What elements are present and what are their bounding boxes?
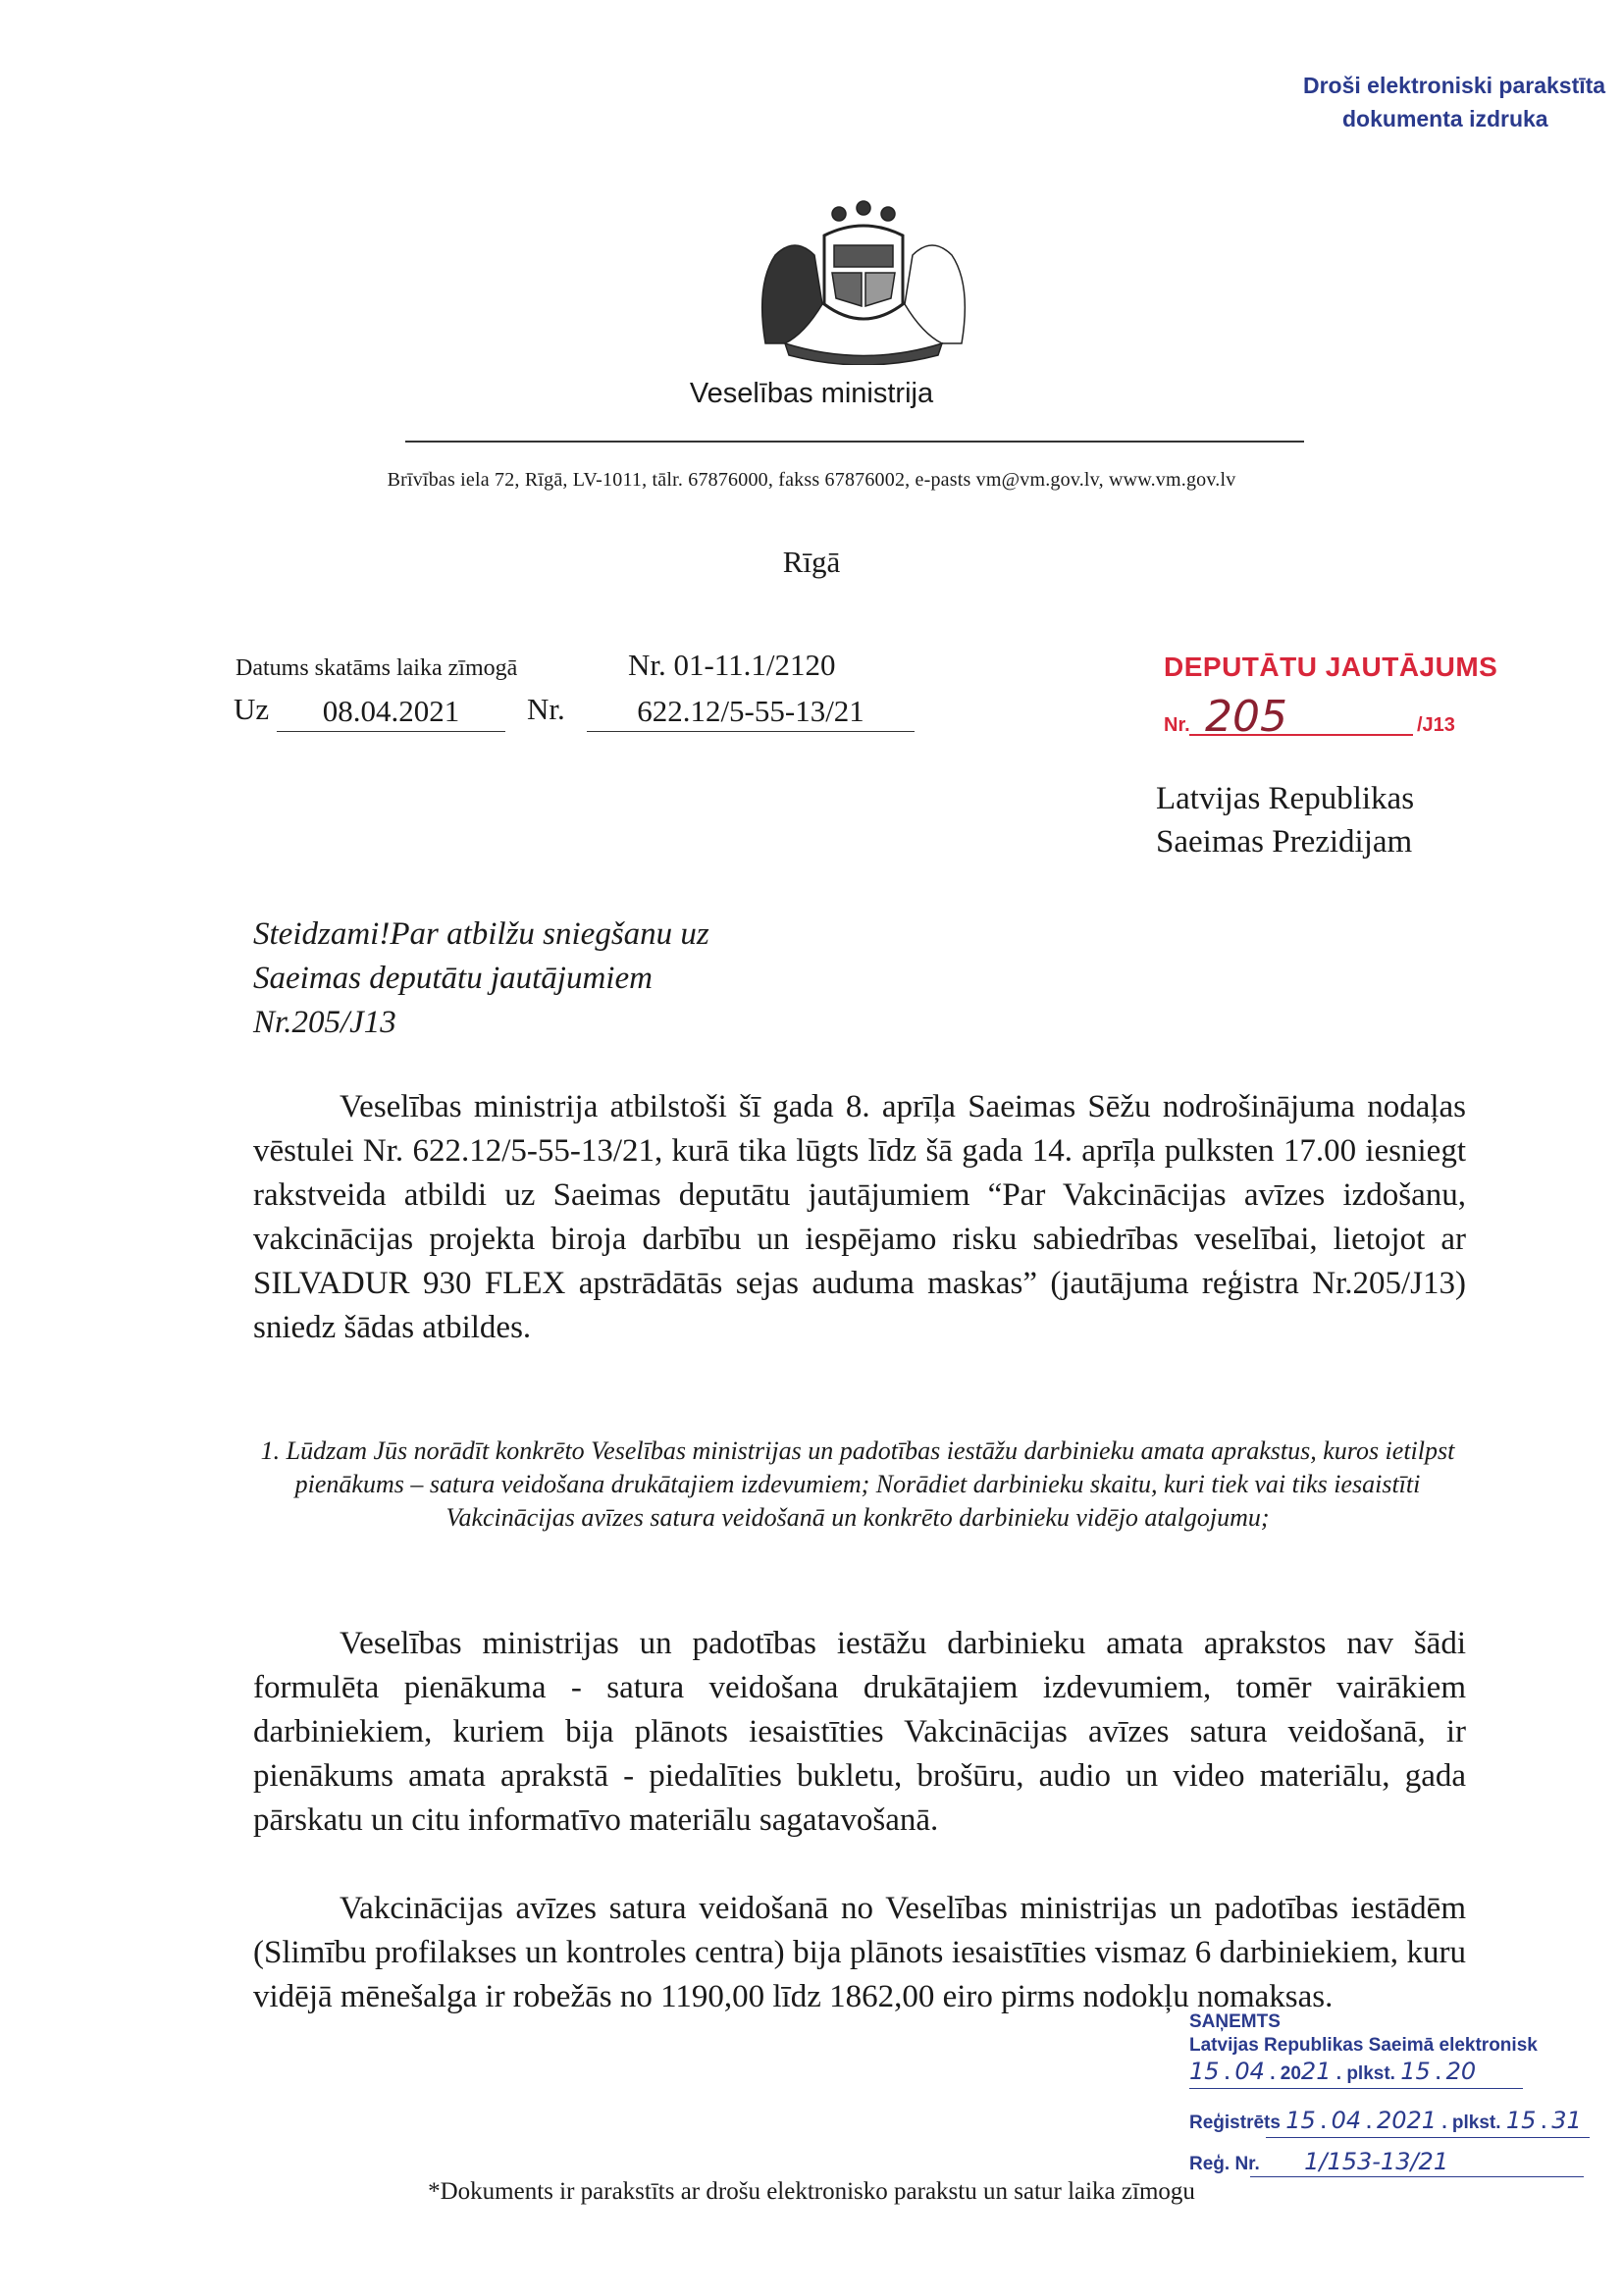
document-number: Nr. 01-11.1/2120 — [628, 648, 836, 682]
body-paragraph-2: Veselības ministrijas un padotības iestāžu darbinieku amata aprakstos nav šādi formulēta pienākuma - satura veidošana drukātajiem izdevumiem, tomēr vairākiem darbiniekiem, kuriem bija plānots iesaistīties Vakcinācijas avīzes satura veidošanā, ir pienākums amata aprakstā - piedalīties bukletu, brošūru, audio un video materiālu, gada pārskatu un citu informatīvo materiālu sagatavošanā. — [253, 1626, 1466, 1838]
city: Rīgā — [782, 545, 841, 579]
registration-number-line — [1250, 2176, 1584, 2177]
coat-of-arms-logo — [746, 196, 981, 365]
received-org: Latvijas Republikas Saeimā elektronisk — [1189, 2035, 1538, 2056]
subject-line-3: Nr.205/J13 — [253, 1005, 396, 1040]
header-divider — [405, 441, 1304, 443]
subject-line-1: Steidzami!Par atbilžu sniegšanu uz — [253, 916, 709, 952]
body-paragraph-3: Vakcinācijas avīzes satura veidošanā no Veselības ministrijas un padotības iestādēm (Slimību profilakses un kontroles centra) bija plānots iesaistīties vismaz 6 darbiniekiem, kuru vidējā mēnešalga ir robežās no 1190,00 līdz 1862,00 eiro pirms nodokļu nomaksas. — [253, 1891, 1466, 2014]
stamp-line-1: Droši elektroniski parakstīta — [1303, 73, 1606, 98]
recipient-line-1: Latvijas Republikas — [1156, 781, 1415, 816]
received-date-line — [1189, 2088, 1523, 2089]
reply-to-date: 08.04.2021 — [277, 692, 505, 732]
ministry-name: Veselības ministrija — [689, 378, 934, 409]
recipient-line-2: Saeimas Prezidijam — [1156, 824, 1413, 860]
reply-to-nr-label: Nr. — [527, 692, 565, 726]
reply-to-label: Uz — [234, 692, 270, 726]
date-note: Datums skatāms laika zīmogā — [236, 655, 518, 681]
subject — [253, 913, 709, 1045]
reply-to-number: 622.12/5-55-13/21 — [587, 692, 915, 732]
question-1: 1. Lūdzam Jūs norādīt konkrēto Veselības ministrijas un padotības iestāžu darbinieku amata aprakstus, kuros ietilpst pienākums – satura veidošana drukātajiem izdevumiem; Norādiet darbinieku skaitu, kuri tiek vai tiks iesaistīti Vakcinācijas avīzes satura veidošanā un konkrēto darbinieku vidējo atalgojumu; — [260, 1436, 1455, 1532]
recipient — [1156, 777, 1414, 863]
ministry-address: Brīvības iela 72, Rīgā, LV-1011, tālr. 67876000, fakss 67876002, e-pasts vm@vm.gov.lv, www.vm.gov.lv — [387, 469, 1236, 491]
received-date-row: 15 . 04 . 2021 . plkst. 15 . 20 — [1189, 2058, 1477, 2085]
deputy-question-stamp-title: DEPUTĀTU JAUTĀJUMS — [1164, 652, 1498, 682]
body-paragraph-1: Veselības ministrija atbilstoši šī gada 8. aprīļa Saeimas Sēžu nodrošinājuma nodaļas vēstulei Nr. 622.12/5-55-13/21, kurā tika lūgts līdz šā gada 14. aprīļa pulksten 17.00 iesniegt rakstveida atbildi uz Saeimas deputātu jautājumiem “Par Vakcinācijas avīzes izdošanu, vakcinācijas projekta biroja darbību un iespējamo risku sabiedrības veselībai, lietojot ar SILVADUR 930 FLEX apstrādātās sejas auduma maskas” (jautājuma reģistra Nr.205/J13) sniedz šādas atbildes. — [253, 1089, 1466, 1345]
deputy-stamp-suffix: /J13 — [1417, 714, 1455, 736]
electronic-signature-stamp — [1303, 69, 1605, 135]
registered-date-line — [1266, 2137, 1590, 2138]
registration-number-row: Reģ. Nr. 1/153-13/21 — [1189, 2148, 1449, 2175]
deputy-stamp-number: 205 — [1205, 692, 1287, 742]
stamp-line-2: dokumenta izdruka — [1342, 106, 1548, 131]
registered-date-row: Reģistrēts 15 . 04 . 2021 . plkst. 15 . 31 — [1189, 2107, 1582, 2134]
subject-line-2: Saeimas deputātu jautājumiem — [253, 961, 653, 996]
footer-note: *Dokuments ir parakstīts ar drošu elektronisko parakstu un satur laika zīmogu — [428, 2178, 1195, 2205]
deputy-stamp-nr-label: Nr. — [1164, 714, 1190, 736]
received-title: SAŅEMTS — [1189, 2011, 1281, 2032]
